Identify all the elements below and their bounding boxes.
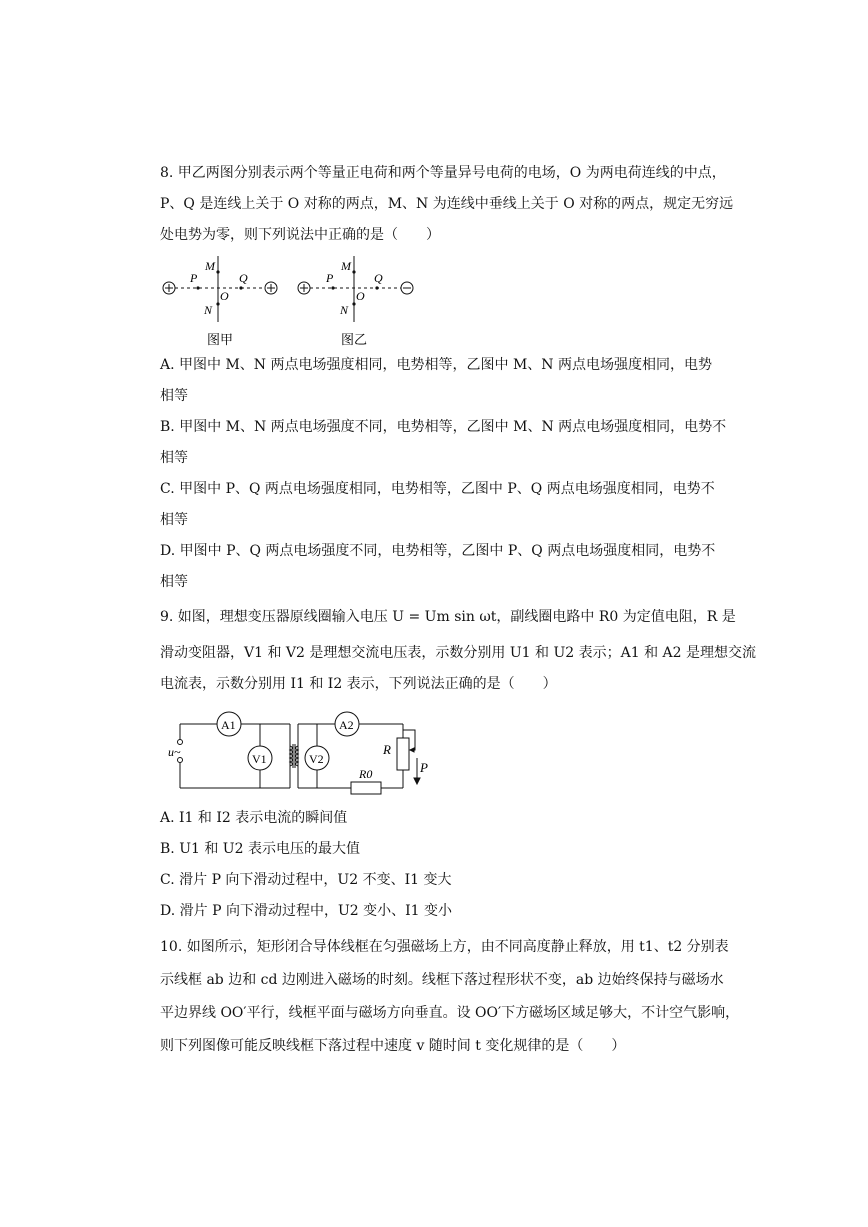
q10-line-2: 示线框 ab 边和 cd 边刚进入磁场的时刻。线框下落过程形状不变，ab 边始终保持与磁场水	[160, 972, 724, 988]
q10-line-1: 10. 如图所示，矩形闭合导体线框在匀强磁场上方，由不同高度静止释放，用 t1、t2 分别表	[160, 939, 729, 955]
figure-yi	[298, 256, 413, 322]
q9-line-1: 9. 如图，理想变压器原线圈输入电压 U = Um sin ωt，副线圈电路中 R0 为定值电阻，R 是	[160, 609, 736, 625]
q8-option-d-line-1: D. 甲图中 P、Q 两点电场强度不同，电势相等，乙图中 P、Q 两点电场强度相同，电势不	[160, 543, 716, 559]
q8-line-3: 处电势为零，则下列说法中正确的是（ ）	[160, 227, 440, 243]
figure-jia	[163, 256, 277, 322]
voltmeter-v1: V1	[252, 752, 267, 766]
q9-option-a: A. I1 和 I2 表示电流的瞬间值	[160, 810, 348, 826]
label-N: N	[340, 303, 349, 317]
q9-circuit-figure	[165, 708, 440, 798]
q8-option-c-line-2: 相等	[160, 512, 188, 528]
q8-option-b-line-1: B. 甲图中 M、N 两点电场强度不同，电势相等，乙图中 M、N 两点电场强度相同，电势不	[160, 419, 727, 435]
label-M: M	[205, 259, 215, 273]
label-Q: Q	[374, 271, 383, 285]
q9-option-c: C. 滑片 P 向下滑动过程中，U2 不变、I1 变大	[160, 872, 452, 888]
q9-option-b: B. U1 和 U2 表示电压的最大值	[160, 841, 360, 857]
label-R0: R0	[359, 767, 373, 781]
caption-yi: 图乙	[341, 332, 368, 347]
label-R: R	[383, 742, 391, 757]
q9-line-3: 电流表，示数分别用 I1 和 I2 表示，下列说法正确的是（ ）	[160, 676, 557, 692]
label-O: O	[356, 289, 365, 303]
q8-option-c-line-1: C. 甲图中 P、Q 两点电场强度相同，电势相等，乙图中 P、Q 两点电场强度相同，电势不	[160, 481, 715, 497]
q9-line-2: 滑动变阻器，V1 和 V2 是理想交流电压表，示数分别用 U1 和 U2 表示；A1 和 A2 是理想交流	[160, 645, 756, 661]
q10-line-4: 则下列图像可能反映线框下落过程中速度 v 随时间 t 变化规律的是（ ）	[160, 1038, 626, 1054]
label-N: N	[204, 303, 213, 317]
label-u: u~	[168, 745, 181, 759]
q8-option-a-line-2: 相等	[160, 388, 188, 404]
q10-line-3: 平边界线 OO′平行，线框平面与磁场方向垂直。设 OO′下方磁场区域足够大，不计空气影响，	[160, 1005, 740, 1021]
q8-line-2: P、Q 是连线上关于 O 对称的两点，M、N 为连线中垂线上关于 O 对称的两点，规定无穷远	[160, 196, 734, 212]
q9-option-d: D. 滑片 P 向下滑动过程中，U2 变小、I1 变小	[160, 903, 452, 919]
q8-line-1: 8. 甲乙两图分别表示两个等量正电荷和两个等量异号电荷的电场，O 为两电荷连线的中点，	[160, 165, 726, 181]
label-O: O	[220, 289, 229, 303]
q8-field-figure	[155, 252, 425, 352]
ammeter-a1: A1	[221, 718, 236, 732]
label-M: M	[341, 259, 351, 273]
q8-option-b-line-2: 相等	[160, 450, 188, 466]
label-P: P	[190, 271, 198, 285]
ammeter-a2: A2	[339, 718, 354, 732]
caption-jia: 图甲	[207, 332, 234, 347]
q8-option-d-line-2: 相等	[160, 574, 188, 590]
label-P: P	[326, 271, 334, 285]
label-Q: Q	[239, 271, 248, 285]
label-P: P	[420, 760, 428, 775]
q8-option-a-line-1: A. 甲图中 M、N 两点电场强度相同，电势相等，乙图中 M、N 两点电场强度相同，电势	[160, 357, 712, 373]
voltmeter-v2: V2	[309, 752, 324, 766]
